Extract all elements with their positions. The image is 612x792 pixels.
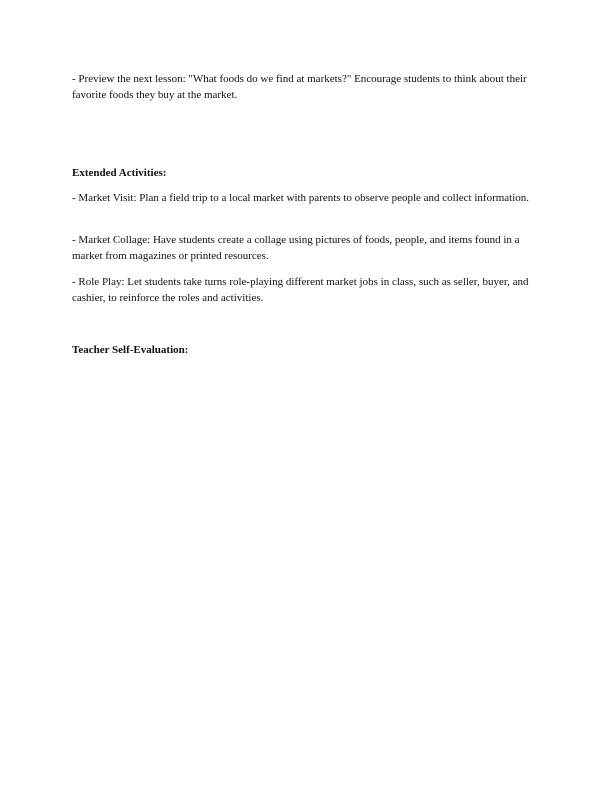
- activity-market-visit: - Market Visit: Plan a field trip to a local market with parents to observe people and collect information.: [72, 192, 530, 204]
- extended-activities-heading: Extended Activities:: [72, 167, 167, 179]
- teacher-self-evaluation-heading: Teacher Self-Evaluation:: [72, 344, 189, 356]
- preview-paragraph: - Preview the next lesson: "What foods do we find at markets?" Encourage students to think about their favorite foods they buy at the market.: [72, 73, 527, 101]
- activity-market-collage: - Market Collage: Have students create a collage using pictures of foods, people, and items found in a market from magazines or printed resources.: [72, 234, 520, 262]
- activity-role-play: - Role Play: Let students take turns role-playing different market jobs in class, such as seller, buyer, and cashier, to reinforce the roles and activities.: [72, 276, 529, 304]
